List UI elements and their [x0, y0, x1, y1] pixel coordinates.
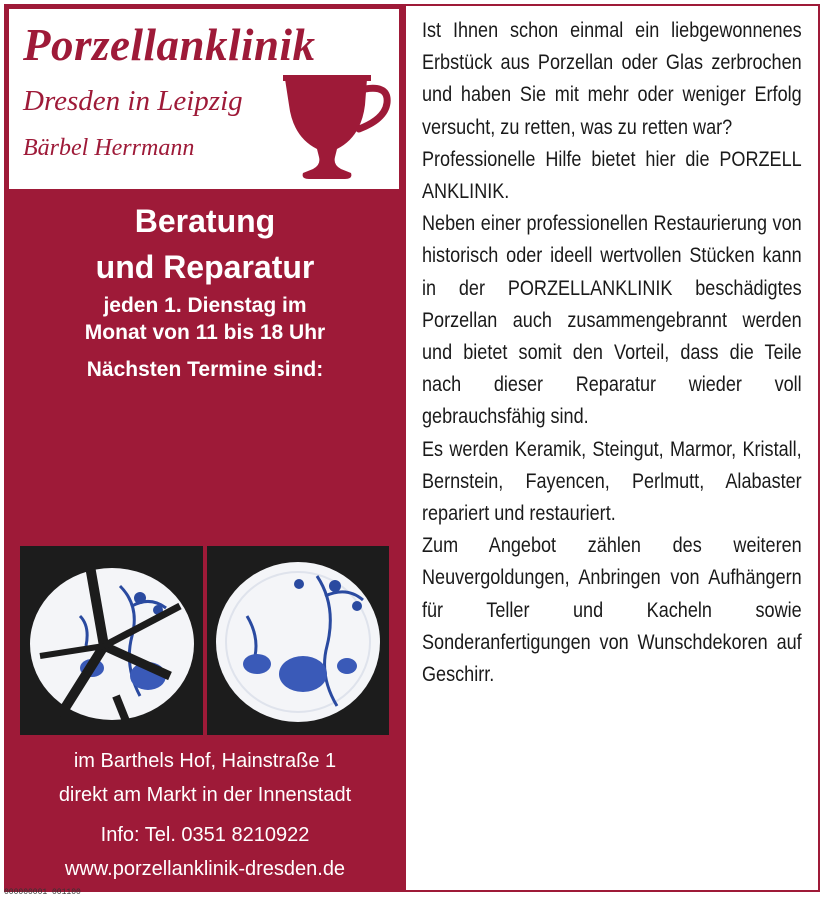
body-paragraph-4: Es werden Keramik, Steingut, Marmor, Kristall, Bernstein, Fayencen, Perlmutt, Alabaster repariert und restauriert.: [422, 436, 802, 526]
broken-plate-photo: [20, 546, 203, 735]
logo-owner: Bärbel Herrmann: [23, 135, 195, 161]
hours-line1: jeden 1. Dienstag im: [103, 294, 307, 317]
opening-hours: [4, 292, 406, 346]
logo-title: Porzellanklinik: [23, 20, 316, 70]
repaired-plate-photo: [207, 546, 389, 735]
cup-icon: [281, 75, 393, 183]
body-text: [422, 14, 802, 690]
phone-number: Info: Tel. 0351 8210922: [100, 824, 310, 846]
hours-line2: Monat von 11 bis 18 Uhr: [84, 321, 326, 344]
body-paragraph-1: Ist Ihnen schon einmal ein liebgewonnenes Erbstück aus Porzellan oder Glas zerbrochen und haben Sie mit mehr oder weniger Erfolg versucht, zu retten, was zu retten war?: [422, 18, 802, 139]
address-line1: im Barthels Hof, Hainstraße 1: [73, 750, 337, 772]
body-paragraph-5: Zum Angebot zählen des weiteren Neuvergoldungen, Anbringen von Aufhängern für Teller und Kacheln sowie Sonderanfertigungen von Wunschdekoren auf Geschirr.: [422, 533, 802, 687]
body-paragraph-3: Neben einer professionellen Restaurierung von historisch oder ideell wertvollen Stücken kann in der PORZELLANKLINIK beschädigtes Porzellan auch zusammengebrannt werden und bietet somit den Vorteil, dass die Teile nach dieser Reparatur wieder voll gebrauchsfähig sind.: [422, 211, 802, 429]
website-link[interactable]: www.porzellanklinik-dresden.de: [64, 858, 346, 880]
contact-info: [4, 744, 406, 886]
logo-box: [9, 9, 399, 189]
body-paragraph-2: Professionelle Hilfe bietet hier die PORZELL ANKLINIK.: [422, 146, 802, 204]
footer-code: 000000001 001100: [4, 888, 81, 897]
service-title: [4, 198, 406, 290]
next-dates-heading: Nächsten Termine sind:: [86, 358, 324, 381]
service-title-line1: Beratung: [134, 203, 276, 239]
service-title-line2: und Reparatur: [95, 249, 315, 285]
address-line2: direkt am Markt in der Innenstadt: [58, 784, 352, 806]
logo-subtitle: Dresden in Leipzig: [23, 85, 243, 117]
